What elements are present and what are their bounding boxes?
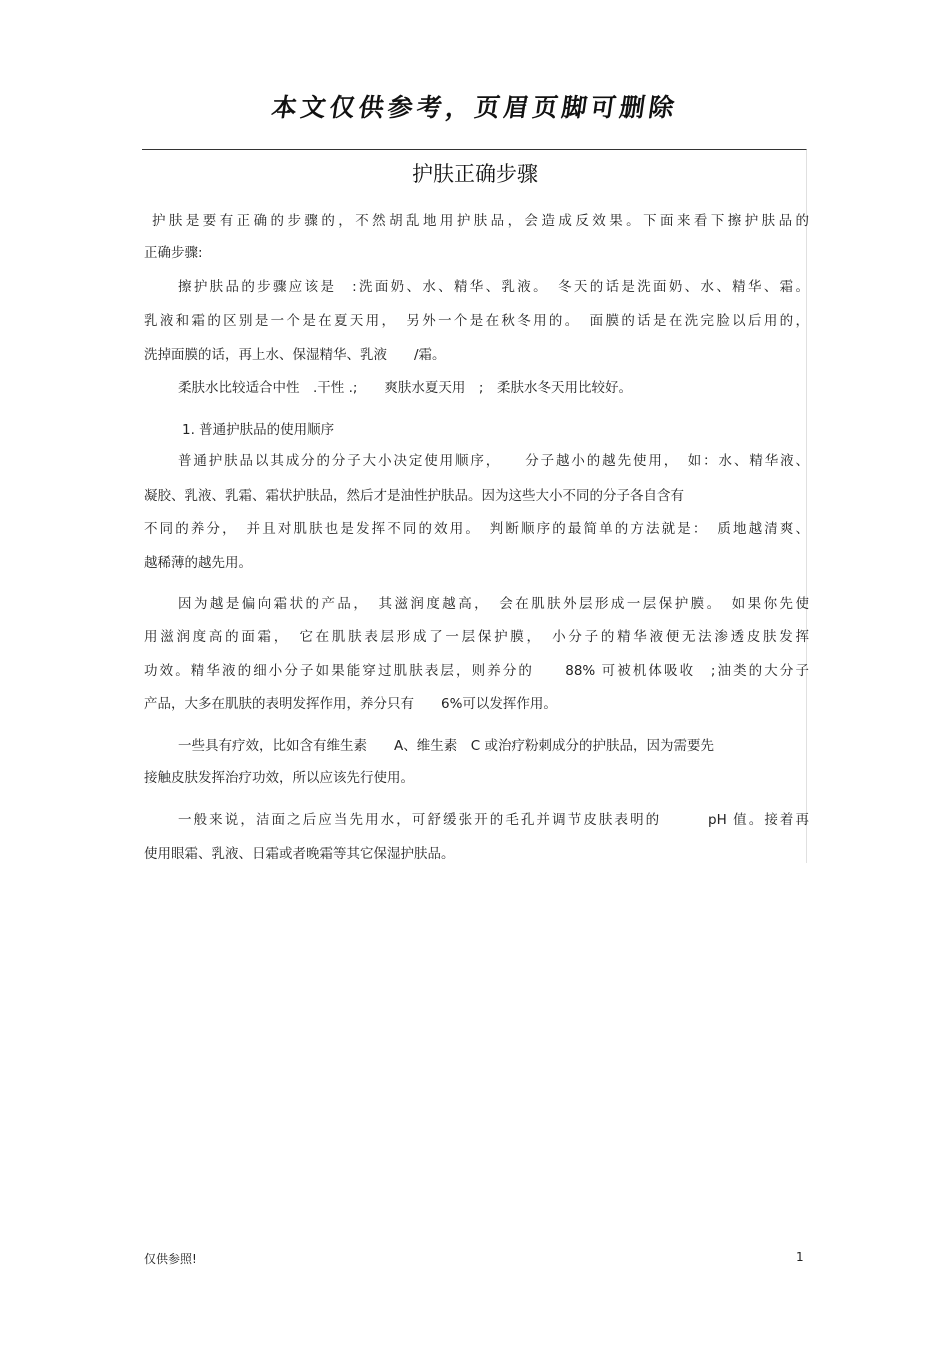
footer-note: 仅供参照! <box>144 1252 197 1266</box>
page-number: 1 <box>796 1250 804 1264</box>
paragraph-line: 擦护肤品的步骤应该是 :洗面奶、水、精华、乳液。 冬天的话是洗面奶、水、精华、霜。 <box>178 279 809 295</box>
paragraph-line: 正确步骤: <box>144 245 203 261</box>
header-note: 本文仅供参考，页眉页脚可删除 <box>269 93 680 122</box>
section-heading: 1. 普通护肤品的使用顺序 <box>182 422 335 438</box>
paragraph-line: 洗掉面膜的话，再上水、保湿精华、乳液 /霜。 <box>144 347 446 363</box>
paragraph-line: 因为越是偏向霜状的产品， 其滋润度越高， 会在肌肤外层形成一层保护膜。 如果你先使 <box>178 596 809 612</box>
paragraph-line: 使用眼霜、乳液、日霜或者晚霜等其它保湿护肤品。 <box>144 846 455 862</box>
paragraph-line: 乳液和霜的区别是一个是在夏天用， 另外一个是在秋冬用的。 面膜的话是在洗完脸以后用的， <box>144 313 809 329</box>
paragraph-line: 凝胶、乳液、乳霜、霜状护肤品，然后才是油性护肤品。因为这些大小不同的分子各自含有 <box>144 488 684 504</box>
paragraph-line: 柔肤水比较适合中性 .干性 .; 爽肤水夏天用 ; 柔肤水冬天用比较好。 <box>178 380 632 396</box>
paragraph-line: 接触皮肤发挥治疗功效，所以应该先行使用。 <box>144 770 414 786</box>
paragraph-line: 不同的养分， 并且对肌肤也是发挥不同的效用。 判断顺序的最简单的方法就是： 质地越清爽、 <box>144 521 809 537</box>
paragraph-line: 功效。精华液的细小分子如果能穿过肌肤表层，则养分的 88% 可被机体吸收 ;油类的大分子 <box>144 663 809 679</box>
paragraph-line: 一些具有疗效，比如含有维生素 A、维生素 C 或治疗粉刺成分的护肤品，因为需要先 <box>178 738 714 754</box>
paragraph-line: 越稀薄的越先用。 <box>144 555 252 571</box>
paragraph-line: 一般来说，洁面之后应当先用水，可舒缓张开的毛孔并调节皮肤表明的 pH 值。接着再 <box>178 812 809 828</box>
document-title: 护肤正确步骤 <box>412 162 538 186</box>
paragraph-line: 护肤是要有正确的步骤的，不然胡乱地用护肤品，会造成反效果。下面来看下擦护肤品的 <box>152 213 809 229</box>
paragraph-line: 普通护肤品以其成分的分子大小决定使用顺序， 分子越小的越先使用， 如：水、精华液、 <box>178 453 809 469</box>
paragraph-line: 用滋润度高的面霜， 它在肌肤表层形成了一层保护膜， 小分子的精华液便无法渗透皮肤发挥 <box>144 629 809 645</box>
paragraph-line: 产品，大多在肌肤的表明发挥作用，养分只有 6%可以发挥作用。 <box>144 696 557 712</box>
